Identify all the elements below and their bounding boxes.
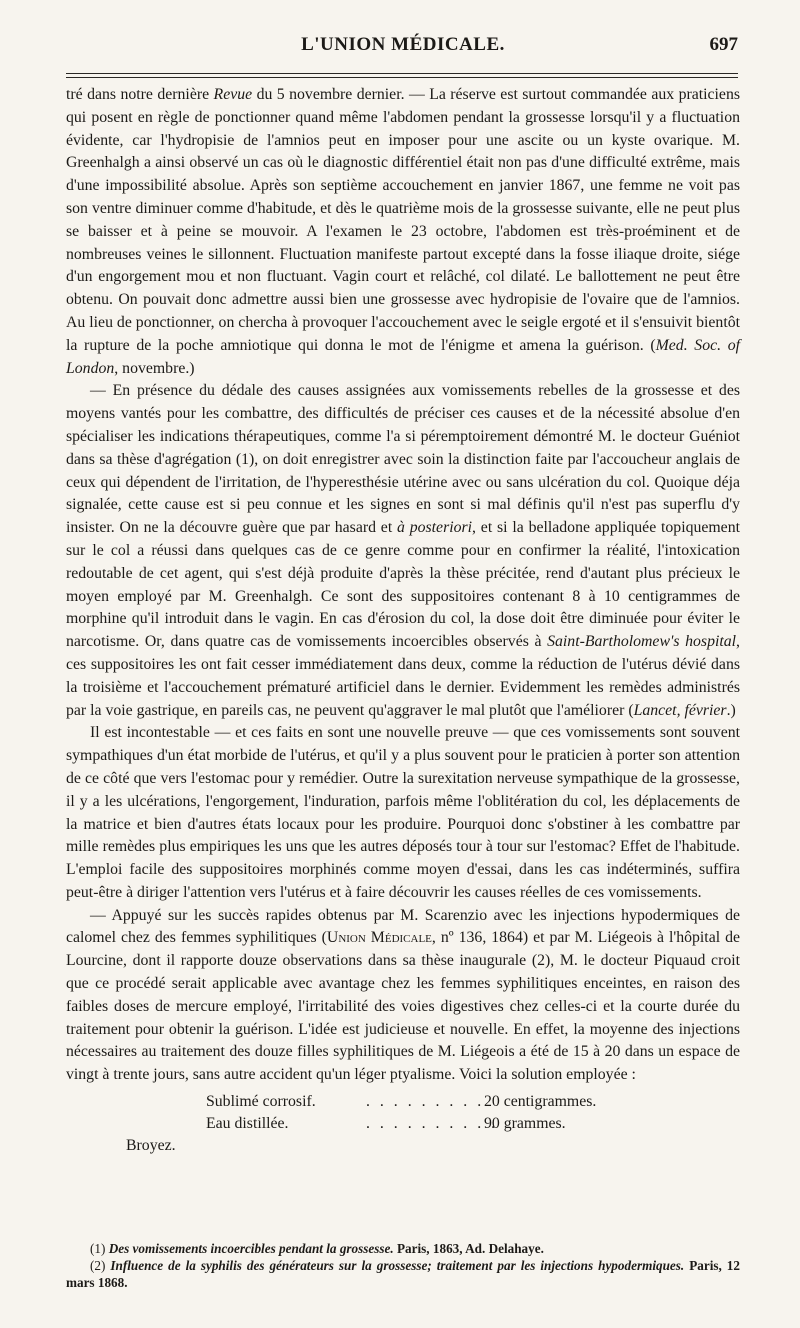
text-run: , novembre.) <box>114 359 195 377</box>
prescription-formula <box>66 1091 740 1157</box>
italic-run: Lancet, février <box>633 701 727 719</box>
footnote-imprint: Paris, 1863, Ad. Delahaye. <box>393 1241 544 1256</box>
text-run: , et si la belladone appliquée topiquement sur le col a réussi dans quelques cas de ce genre comme pour en confirmer la réalité, l'intoxication redoutable de cet agent, qui s'est déjà produite d'après la thèse précitée, rend d'autant plus précieux le moyen employé par M. Greenhalgh. Ce sont des suppositoires contenant 8 à 10 centigrammes de morphine qu'il introduit dans le vagin. En cas d'érosion du col, la dose doit être diminuée pour éviter le narcotisme. Or, dans quatre cas de vomissements incoercibles observés à <box>66 519 740 651</box>
footnote-1 <box>66 1240 740 1257</box>
running-title: L'UNION MÉDICALE. <box>301 34 505 55</box>
paragraph-4 <box>66 905 740 1087</box>
footnote-title: Influence de la syphilis des générateurs sur la grossesse; traitement par les injections hypodermiques. <box>110 1258 685 1273</box>
text-run: — En présence du dédale des causes assignées aux vomissements rebelles de la grossesse et des moyens vantés pour les combattre, des difficultés de préciser ces causes et de la nécessité absolue d'en spécialiser les indications thérapeutiques, comme l'a si péremptoirement démontré M. le docteur Guéniot dans sa thèse d'agrégation (1), on doit enregistrer avec soin la distinction faite par l'accoucheur anglais de ceux qui dépendent de l'irritation, de l'hyperesthésie utérine avec ou sans ulcération du col. Quoique déja signalée, cette cause est si peu connue et les signes en sont si mal définis qu'il n'est pas superflu d'y insister. On ne la découvre guère que par hasard et <box>66 382 740 537</box>
footnotes <box>66 1240 740 1291</box>
italic-run: à posteriori <box>397 519 473 537</box>
formula-instruction: Broyez. <box>126 1137 176 1155</box>
formula-line-2 <box>66 1113 740 1135</box>
small-caps-run: Union Médicale <box>326 929 432 947</box>
footnote-title: Des vomissements incoercibles pendant la grossesse. <box>108 1241 394 1256</box>
formula-drug: Sublimé corrosif. <box>206 1093 316 1111</box>
formula-quantity: 90 grammes. <box>484 1115 566 1133</box>
text-run: , nº 136, 1864) et par M. Liégeois à l'hôpital de Lourcine, dont il rapporte douze observations dans sa thèse inaugurale (2), M. le docteur Piquaud croit que ce procédé serait applicable avec avantage chez les femmes syphilitiques enceintes, en raison des faibles doses de mercure employé, l'irritabilité des voies digestives chez celles-ci et la courte durée du traitement pour obtenir la guérison. L'idée est judicieuse et nouvelle. En effet, la moyenne des injections nécessaires au traitement des douze filles syphilitiques de M. Liégeois a été de 15 à 20 dans un espace de vingt à trente jours, sans autre accident qu'un léger ptyalisme. Voici la solution employée : <box>66 929 740 1084</box>
text-run: — Appuyé sur les succès rapides obtenus par M. Scarenzio avec les injections hypodermiques de calomel chez des femmes syphilitiques ( <box>66 906 740 947</box>
text-run: .) <box>726 701 736 719</box>
paragraph-2 <box>66 380 740 722</box>
header-rule <box>66 73 738 74</box>
italic-run: Revue <box>213 86 253 103</box>
footnote-2 <box>66 1257 740 1291</box>
formula-line-1 <box>66 1091 740 1113</box>
footnote-number: (2) <box>90 1258 106 1273</box>
page-number: 697 <box>709 34 738 55</box>
formula-quantity: 20 centigrammes. <box>484 1093 597 1111</box>
text-run: du 5 novembre dernier. — La réserve est surtout commandée aux praticiens qui posent en règle de ponctionner quand même l'abdomen pendant la grossesse lorsqu'il y a fluctuation évidente, car l'hydropisie de l'amnios peut en imposer pour une ascite ou un kyste ovarique. M. Greenhalgh a ainsi observé un cas où le diagnostic différentiel était non pas d'une difficulté extrême, mais d'une impossibilité absolue. Après son septième accouchement en janvier 1867, une femme ne voit pas son ventre diminuer comme d'habitude, et dès le quatrième mois de la grossesse suivante, elle ne peut plus se baisser et à peine se mouvoir. A l'examen le 23 octobre, l'abdomen est très-proéminent et de nombreuses veines le sillonnent. Fluctuation manifeste partout excepté dans la fosse iliaque droite, siége d'un engorgement mou et non fluctuant. Vagin court et relâché, col dilaté. Le ballottement ne peut être obtenu. On pouvait donc admettre aussi bien une grossesse avec hydropisie de l'ovaire que de l'amnios. Au lieu de ponctionner, on chercha à provoquer l'accouchement avec le seigle ergoté et il s'ensuivit bientôt la rupture de la poche amniotique qui donna le mot de l'énigme et amena la guérison. ( <box>66 86 740 354</box>
text-run: , ces suppositoires les ont fait cesser immédiatement dans deux, comme la réduction de l'utérus dévié dans la troisième et l'accouchement prématuré artificiel dans le dernier. Evidemment les remèdes administrés par la voie gastrique, en pareils cas, ne peuvent qu'aggraver le mal plutôt que l'améliorer ( <box>66 633 740 719</box>
footnote-number: (1) <box>90 1241 106 1256</box>
footnote-imprint: Paris, 12 mars 1868. <box>66 1258 740 1290</box>
header-rule-thin <box>66 77 738 78</box>
italic-run: Saint-Bartholomew's hospital <box>547 633 737 651</box>
article-body <box>66 84 740 1157</box>
paragraph-3: Il est incontestable — et ces faits en sont une nouvelle preuve — que ces vomissements sont souvent sympathiques d'un état morbide de l'utérus, et qu'il y a plus souvent pour le praticien à porter son attention de ce côté que vers l'estomac pour y remédier. Outre la surexitation nerveuse sympathique de la grossesse, il y a les ulcérations, l'engorgement, l'induration, parfois même l'oblitération du col, les déplacements de la matrice et bien d'autres états locaux pour les produire. Pourquoi donc s'obstiner à les combattre par mille remèdes plus empiriques les uns que les autres déposés tour à tour sur l'estomac? Effet de l'habitude. L'emploi facile des suppositoires morphinés comme moyen d'essai, dans les cas indéterminés, suffira peut-être à diriger l'attention vers l'utérus et à faire découvrir les causes réelles de ces vomissements. <box>66 724 740 901</box>
formula-leader: . . . . . . . . . <box>366 1093 485 1111</box>
paragraph-1 <box>66 84 740 380</box>
formula-leader: . . . . . . . . . . <box>366 1115 499 1133</box>
page-header <box>66 28 740 72</box>
formula-drug: Eau distillée. <box>206 1115 289 1133</box>
italic-run: Med. Soc. of London <box>66 336 740 377</box>
text-run: tré dans notre dernière <box>66 86 214 103</box>
